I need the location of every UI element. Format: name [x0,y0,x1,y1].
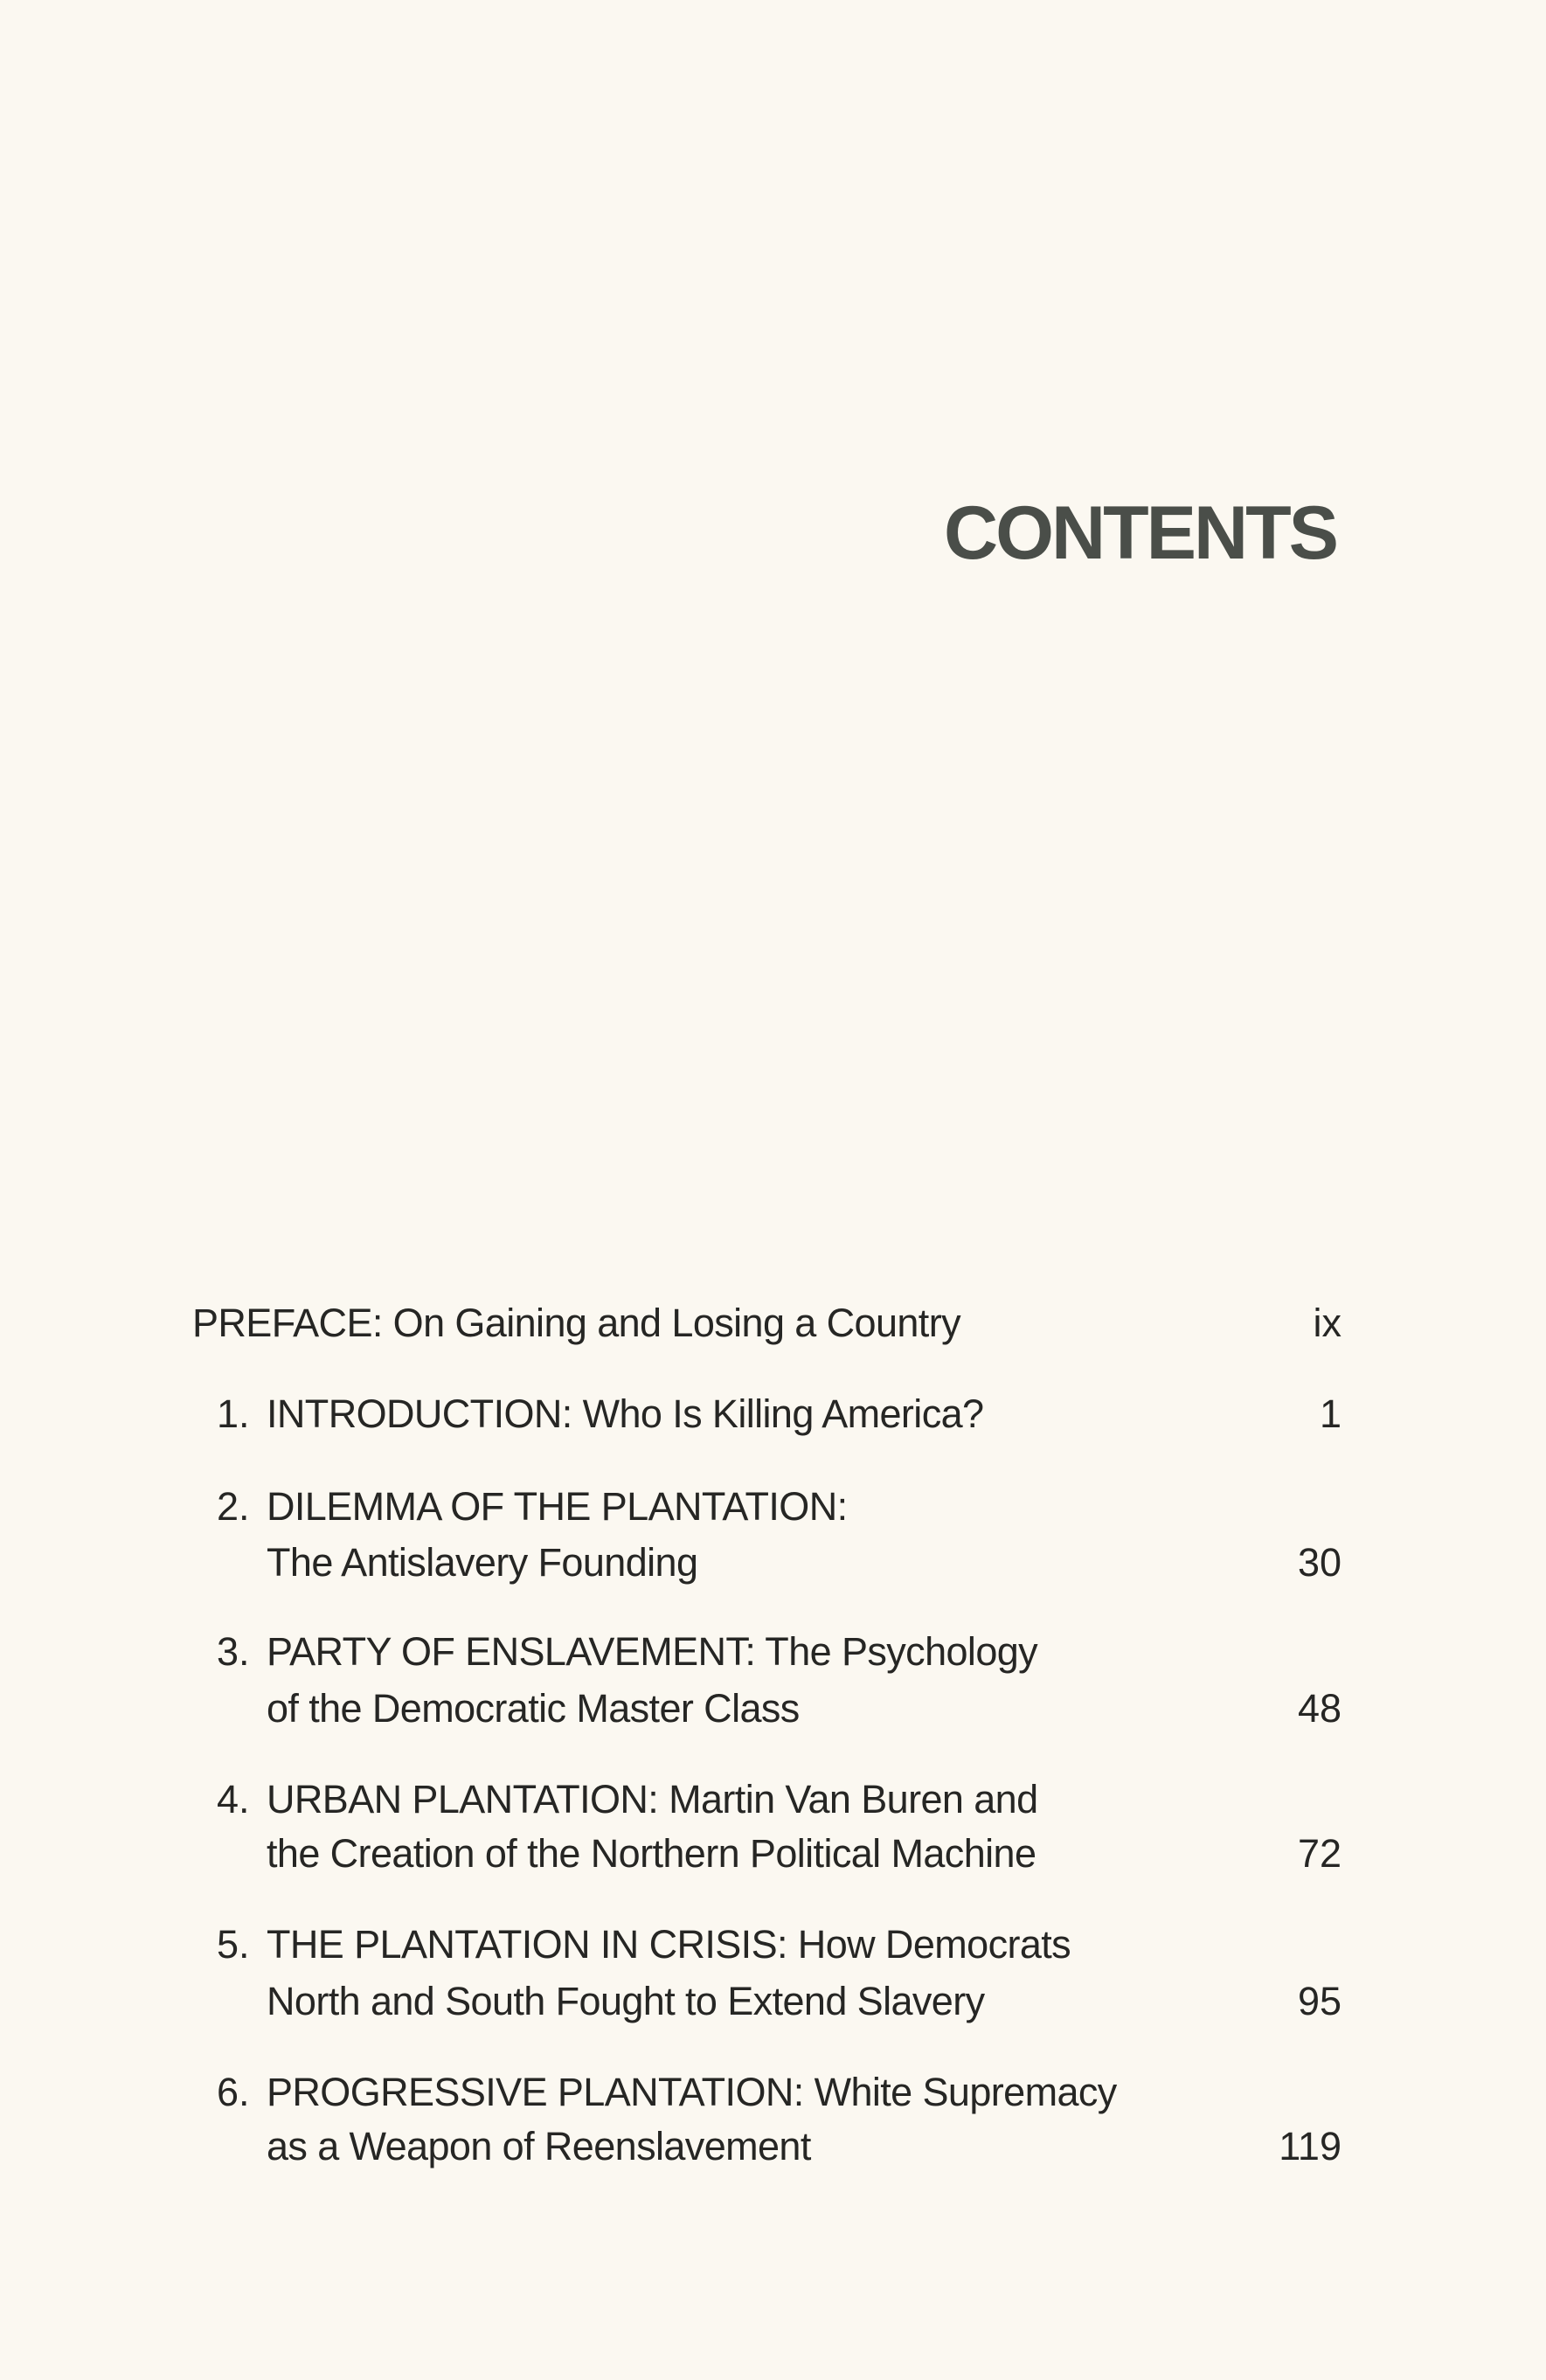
toc-entry-subtitle: The Antislavery Founding [267,1540,698,1585]
toc-entry-title: DILEMMA OF THE PLANTATION: [267,1484,848,1529]
toc-chapter-number: 3. [217,1629,250,1674]
toc-entry-title: INTRODUCTION: Who Is Killing America? [267,1391,984,1436]
toc-entry-title: PROGRESSIVE PLANTATION: White Supremacy [267,2070,1117,2114]
toc-chapter-number: 6. [217,2070,250,2114]
toc-chapter-number: 5. [217,1922,250,1967]
toc-chapter-number: 1. [217,1391,250,1436]
toc-entry-subtitle: the Creation of the Northern Political Machine [267,1831,1036,1876]
toc-entry-subtitle: North and South Fought to Extend Slavery [267,1979,985,2023]
toc-entry-title: PARTY OF ENSLAVEMENT: The Psychology [267,1629,1038,1674]
toc-entry-title: THE PLANTATION IN CRISIS: How Democrats [267,1922,1071,1967]
toc-page-number: 72 [1297,1831,1341,1876]
page-title: CONTENTS [944,491,1336,575]
toc-page-number: 48 [1297,1686,1341,1731]
toc-chapter-number: 4. [217,1777,250,1821]
toc-entry-subtitle: of the Democratic Master Class [267,1686,800,1731]
toc-chapter-number: 2. [217,1484,250,1529]
toc-entry-subtitle: as a Weapon of Reenslavement [267,2124,811,2168]
toc-page-number: 95 [1297,1979,1341,2023]
toc-page-number: ix [1313,1301,1341,1345]
toc-page-number: 30 [1297,1540,1341,1585]
toc-page-number: 119 [1279,2124,1341,2168]
toc-entry-title: PREFACE: On Gaining and Losing a Country [192,1301,960,1345]
toc-entry-title: URBAN PLANTATION: Martin Van Buren and [267,1777,1038,1821]
toc-page-number: 1 [1319,1391,1341,1436]
